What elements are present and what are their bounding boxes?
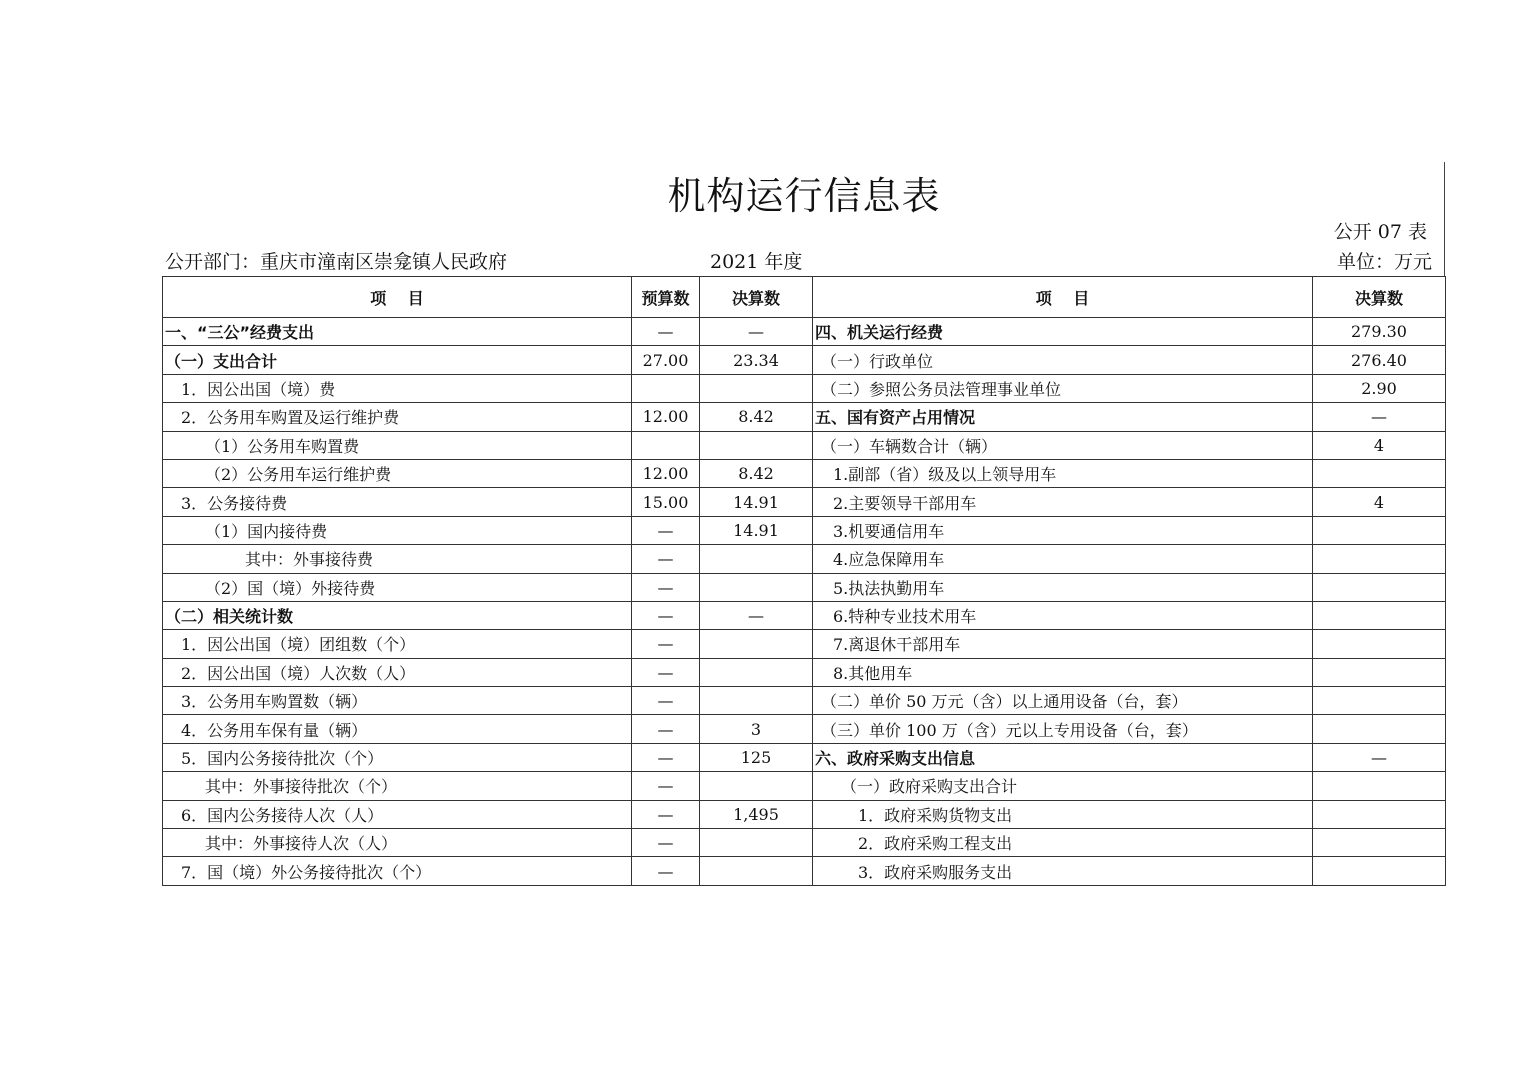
final-value — [700, 545, 813, 573]
right-item: 六、政府采购支出信息 — [813, 743, 1313, 771]
table-row — [163, 431, 1446, 459]
right-item: 四、机关运行经费 — [813, 318, 1313, 346]
table-row — [163, 658, 1446, 686]
fiscal-year: 2021 年度 — [710, 251, 803, 273]
right-final-value: 279.30 — [1313, 318, 1446, 346]
right-final-value: 4 — [1313, 431, 1446, 459]
left-item: 3．公务用车购置数（辆） — [163, 687, 632, 715]
right-item: （二）单价 50 万元（含）以上通用设备（台，套） — [813, 687, 1313, 715]
table-row — [163, 516, 1446, 544]
final-value — [700, 374, 813, 402]
table-row — [163, 857, 1446, 885]
right-item: （一）车辆数合计（辆） — [813, 431, 1313, 459]
left-item: （一）支出合计 — [163, 346, 632, 374]
table-row — [163, 800, 1446, 828]
table-row — [163, 374, 1446, 402]
table-row — [163, 346, 1446, 374]
budget-value: — — [632, 800, 700, 828]
final-value: 1,495 — [700, 800, 813, 828]
right-final-value — [1313, 573, 1446, 601]
left-item: （1）国内接待费 — [163, 516, 632, 544]
final-value — [700, 829, 813, 857]
final-value — [700, 658, 813, 686]
left-item: 6．国内公务接待人次（人） — [163, 800, 632, 828]
right-final-value — [1313, 857, 1446, 885]
header-final-left: 决算数 — [700, 277, 813, 318]
left-item: 3．公务接待费 — [163, 488, 632, 516]
table-row — [163, 318, 1446, 346]
budget-value: — — [632, 829, 700, 857]
budget-value: 27.00 — [632, 346, 700, 374]
header-final-right: 决算数 — [1313, 277, 1446, 318]
budget-value: — — [632, 715, 700, 743]
table-row — [163, 403, 1446, 431]
final-value — [700, 573, 813, 601]
budget-value: — — [632, 516, 700, 544]
right-final-value: — — [1313, 403, 1446, 431]
left-item: （2）公务用车运行维护费 — [163, 459, 632, 487]
final-value — [700, 431, 813, 459]
budget-value: — — [632, 630, 700, 658]
left-item: 7．国（境）外公务接待批次（个） — [163, 857, 632, 885]
right-item: 5.执法执勤用车 — [813, 573, 1313, 601]
left-item: （2）国（境）外接待费 — [163, 573, 632, 601]
final-value: 3 — [700, 715, 813, 743]
budget-value: — — [632, 687, 700, 715]
left-item: 2．因公出国（境）人次数（人） — [163, 658, 632, 686]
table-row — [163, 573, 1446, 601]
right-final-value: 276.40 — [1313, 346, 1446, 374]
right-final-value — [1313, 601, 1446, 629]
table-row — [163, 545, 1446, 573]
table-row — [163, 630, 1446, 658]
right-final-value — [1313, 658, 1446, 686]
final-value: — — [700, 318, 813, 346]
left-item: 1．因公出国（境）费 — [163, 374, 632, 402]
table-header-row — [163, 277, 1446, 318]
right-final-value — [1313, 516, 1446, 544]
final-value: 14.91 — [700, 488, 813, 516]
table-row — [163, 687, 1446, 715]
budget-value: 15.00 — [632, 488, 700, 516]
table-row — [163, 715, 1446, 743]
final-value — [700, 630, 813, 658]
right-item: （一）政府采购支出合计 — [813, 772, 1313, 800]
right-item: （一）行政单位 — [813, 346, 1313, 374]
right-final-value — [1313, 800, 1446, 828]
right-final-value — [1313, 630, 1446, 658]
budget-value: — — [632, 545, 700, 573]
right-item: 五、国有资产占用情况 — [813, 403, 1313, 431]
final-value: 23.34 — [700, 346, 813, 374]
table-row — [163, 601, 1446, 629]
institution-operation-table — [162, 276, 1446, 886]
right-final-value — [1313, 772, 1446, 800]
right-final-value: 4 — [1313, 488, 1446, 516]
budget-value: — — [632, 743, 700, 771]
final-value — [700, 857, 813, 885]
right-final-value — [1313, 545, 1446, 573]
budget-value: — — [632, 658, 700, 686]
table-row — [163, 459, 1446, 487]
left-item: 1．因公出国（境）团组数（个） — [163, 630, 632, 658]
right-item: 3.机要通信用车 — [813, 516, 1313, 544]
right-final-value — [1313, 459, 1446, 487]
form-number: 公开 07 表 — [1333, 221, 1427, 243]
right-final-value — [1313, 687, 1446, 715]
final-value: — — [700, 601, 813, 629]
final-value: 14.91 — [700, 516, 813, 544]
right-item: （三）单价 100 万（含）元以上专用设备（台，套） — [813, 715, 1313, 743]
left-item: 4．公务用车保有量（辆） — [163, 715, 632, 743]
budget-value — [632, 431, 700, 459]
left-item: （1）公务用车购置费 — [163, 431, 632, 459]
right-item: 8.其他用车 — [813, 658, 1313, 686]
left-item: （二）相关统计数 — [163, 601, 632, 629]
left-item: 其中：外事接待人次（人） — [163, 829, 632, 857]
currency-unit: 单位：万元 — [1336, 251, 1432, 273]
budget-value: 12.00 — [632, 403, 700, 431]
right-final-value: — — [1313, 743, 1446, 771]
left-item: 其中：外事接待批次（个） — [163, 772, 632, 800]
budget-value: — — [632, 857, 700, 885]
right-item: （二）参照公务员法管理事业单位 — [813, 374, 1313, 402]
right-item: 2．政府采购工程支出 — [813, 829, 1313, 857]
page-title: 机构运行信息表 — [667, 174, 941, 218]
final-value: 8.42 — [700, 403, 813, 431]
budget-value: — — [632, 318, 700, 346]
right-final-value — [1313, 715, 1446, 743]
left-item: 其中：外事接待费 — [163, 545, 632, 573]
budget-value: — — [632, 573, 700, 601]
table-row — [163, 829, 1446, 857]
budget-value — [632, 374, 700, 402]
right-item: 2.主要领导干部用车 — [813, 488, 1313, 516]
final-value: 125 — [700, 743, 813, 771]
table-row — [163, 488, 1446, 516]
header-item-right: 项 目 — [813, 277, 1313, 318]
budget-value: — — [632, 772, 700, 800]
final-value — [700, 687, 813, 715]
final-value: 8.42 — [700, 459, 813, 487]
left-item: 5．国内公务接待批次（个） — [163, 743, 632, 771]
right-final-value — [1313, 829, 1446, 857]
header-item-left: 项 目 — [163, 277, 632, 318]
table-row — [163, 743, 1446, 771]
budget-value: — — [632, 601, 700, 629]
header-budget: 预算数 — [632, 277, 700, 318]
right-item: 4.应急保障用车 — [813, 545, 1313, 573]
right-final-value: 2.90 — [1313, 374, 1446, 402]
department-label: 公开部门：重庆市潼南区崇龛镇人民政府 — [165, 251, 508, 273]
right-item: 1．政府采购货物支出 — [813, 800, 1313, 828]
left-item: 2．公务用车购置及运行维护费 — [163, 403, 632, 431]
budget-value: 12.00 — [632, 459, 700, 487]
final-value — [700, 772, 813, 800]
table-row — [163, 772, 1446, 800]
right-item: 7.离退休干部用车 — [813, 630, 1313, 658]
right-item: 1.副部（省）级及以上领导用车 — [813, 459, 1313, 487]
left-item: 一、“三公”经费支出 — [163, 318, 632, 346]
right-item: 3．政府采购服务支出 — [813, 857, 1313, 885]
right-item: 6.特种专业技术用车 — [813, 601, 1313, 629]
